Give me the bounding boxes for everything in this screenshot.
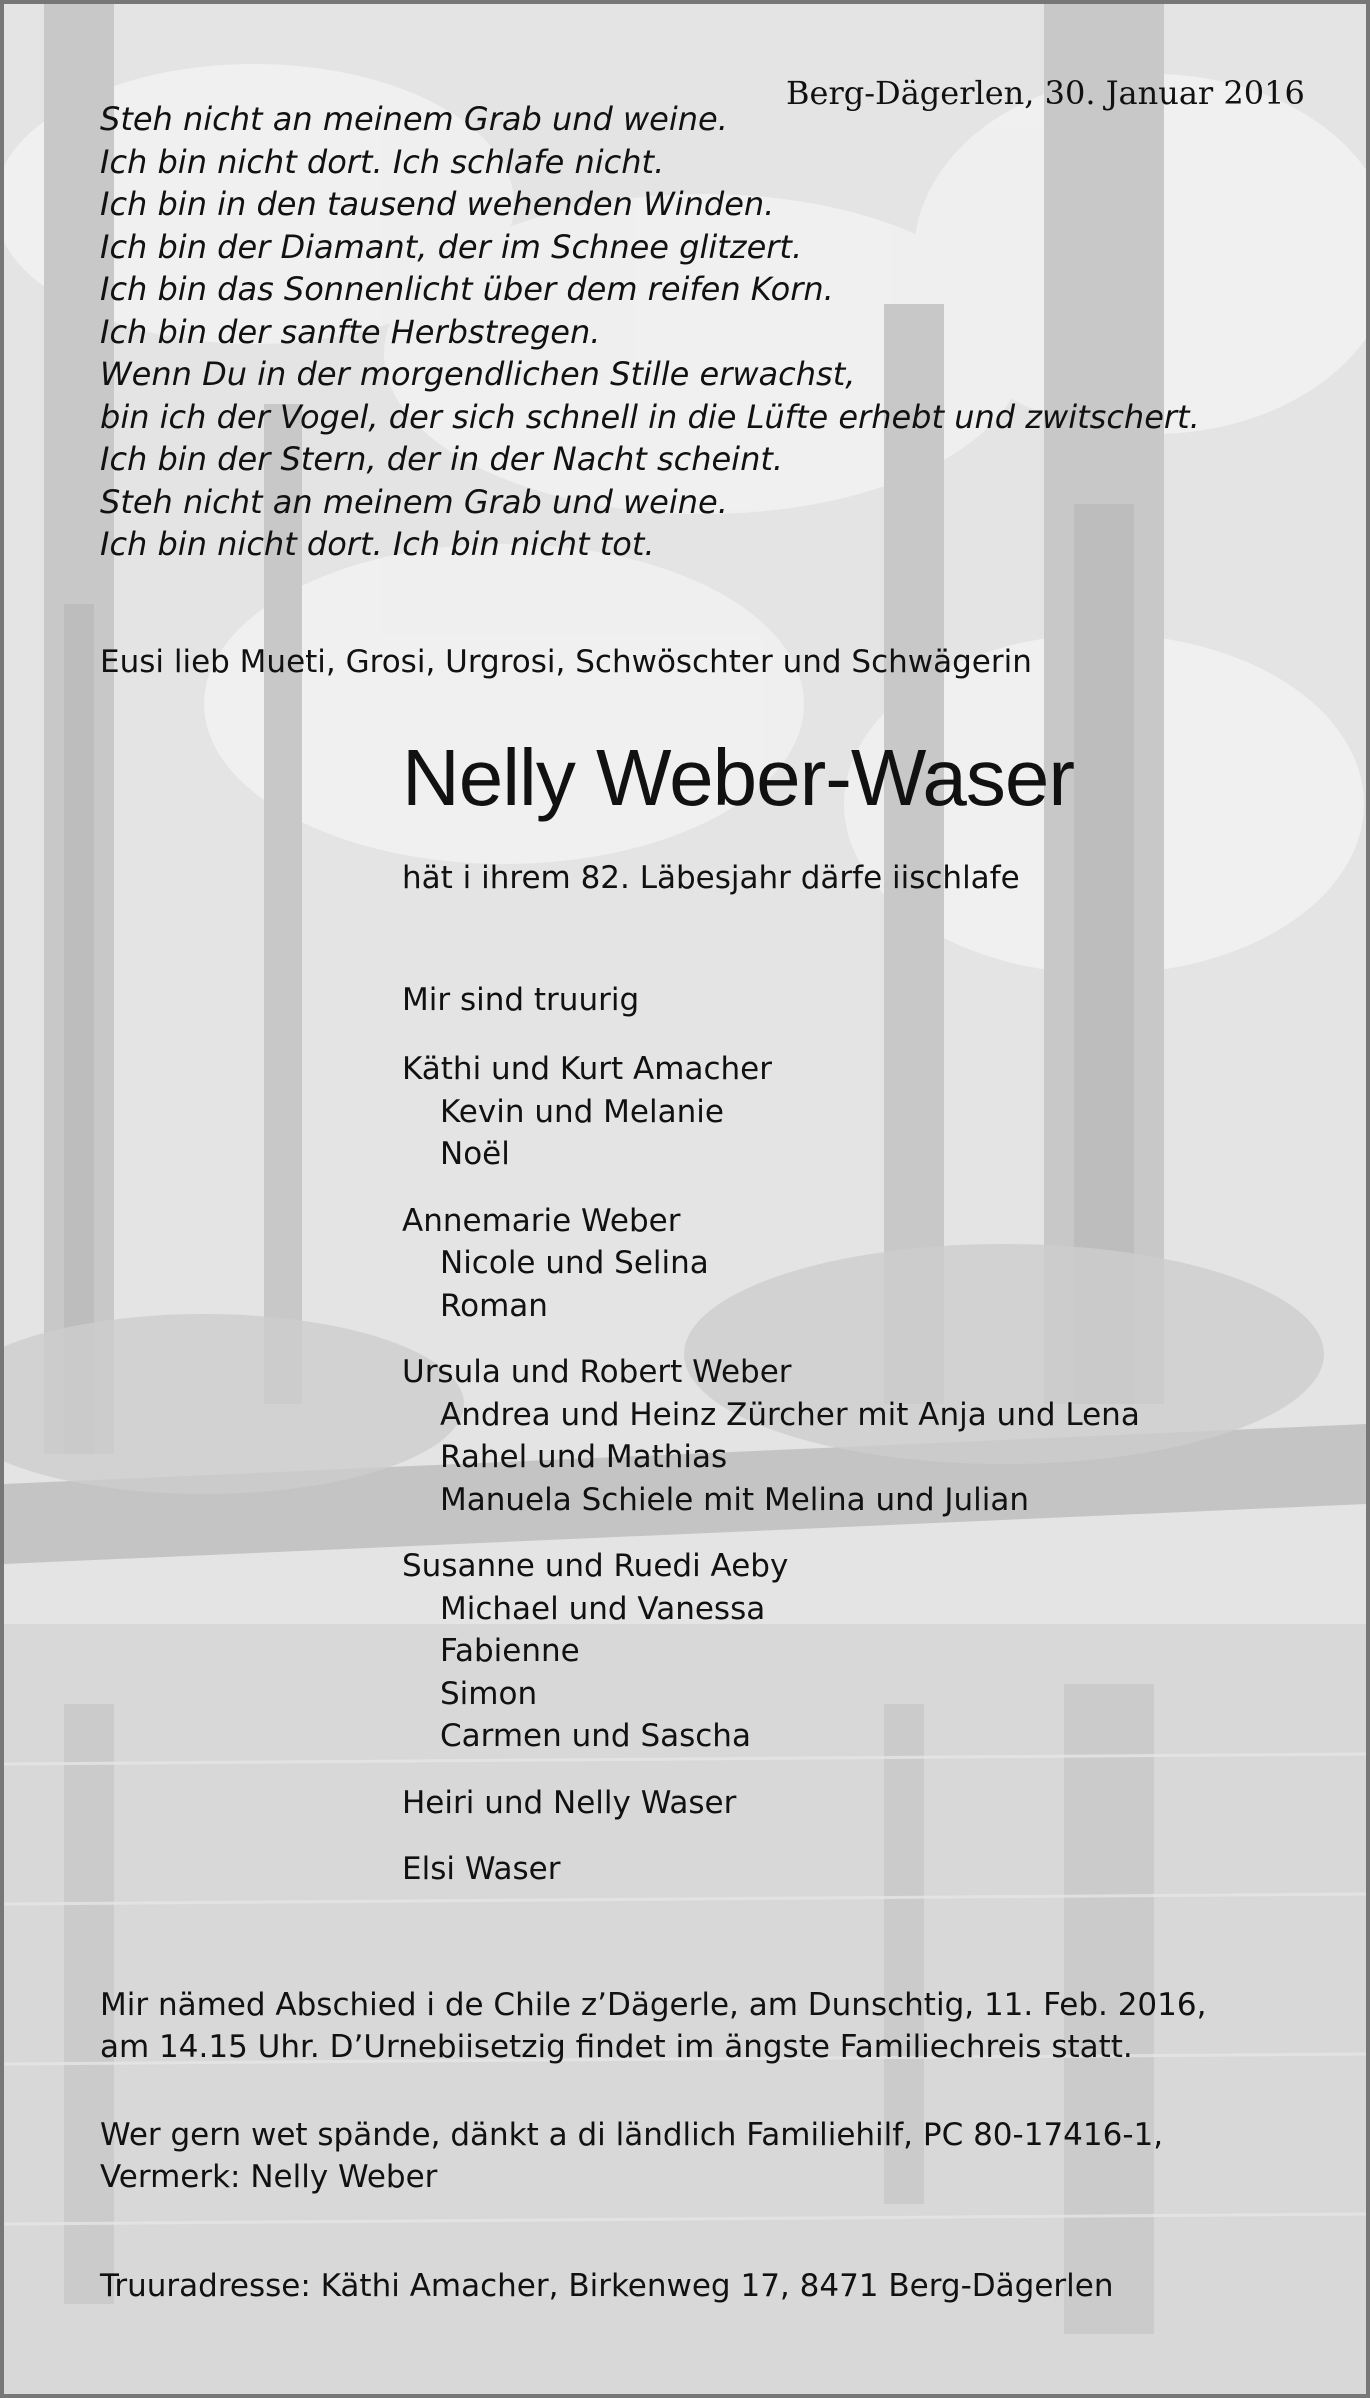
notice-date: Berg-Dägerlen, 30. Januar 2016 xyxy=(786,74,1305,112)
family-head: Elsi Waser xyxy=(402,1851,561,1887)
poem xyxy=(100,98,1200,566)
farewell-info xyxy=(100,1984,1206,2068)
poem-line: Ich bin der sanfte Herbstregen. xyxy=(100,312,601,351)
donation-line: Vermerk: Nelly Weber xyxy=(100,2159,438,2195)
family-head: Heiri und Nelly Waser xyxy=(402,1784,737,1821)
age-line: hät i ihrem 82. Läbesjahr därfe iischlafe xyxy=(402,860,1020,896)
family-member: Fabienne xyxy=(440,1633,580,1669)
family-group xyxy=(402,1848,1140,1891)
family-member: Michael und Vanessa xyxy=(440,1590,766,1627)
intro-line: Eusi lieb Mueti, Grosi, Urgrosi, Schwöschter und Schwägerin xyxy=(100,644,1032,680)
poem-line: Ich bin nicht dort. Ich schlafe nicht. xyxy=(100,142,665,181)
farewell-line: am 14.15 Uhr. D’Urnebiisetzig findet im ängste Familiechreis statt. xyxy=(100,2029,1133,2065)
family-group xyxy=(402,1048,1140,1176)
poem-line: Ich bin der Diamant, der im Schnee glitzert. xyxy=(100,227,803,266)
family-member: Kevin und Melanie xyxy=(440,1093,724,1130)
poem-line: Ich bin das Sonnenlicht über dem reifen Korn. xyxy=(100,270,834,308)
mourning-address: Truuradresse: Käthi Amacher, Birkenweg 17, 8471 Berg-Dägerlen xyxy=(100,2268,1114,2304)
family-member: Rahel und Mathias xyxy=(440,1439,728,1475)
family-head: Susanne und Ruedi Aeby xyxy=(402,1548,789,1584)
mourners-heading: Mir sind truurig xyxy=(402,982,640,1018)
poem-line: Ich bin nicht dort. Ich bin nicht tot. xyxy=(100,525,655,563)
deceased-name: Nelly Weber-Waser xyxy=(402,733,1075,822)
poem-line: Ich bin der Stern, der in der Nacht scheint. xyxy=(100,440,784,478)
mourners-list xyxy=(402,1048,1140,1915)
donation-line: Wer gern wet spände, dänkt a di ländlich Familiehilf, PC 80-17416-1, xyxy=(100,2117,1164,2153)
donation-info xyxy=(100,2114,1163,2198)
family-member: Noël xyxy=(440,1136,510,1172)
family-head: Annemarie Weber xyxy=(402,1202,681,1239)
farewell-line: Mir nämed Abschied i de Chile z’Dägerle, am Dunschtig, 11. Feb. 2016, xyxy=(100,1987,1207,2023)
family-member: Roman xyxy=(440,1287,548,1324)
family-group xyxy=(402,1351,1140,1521)
family-member: Nicole und Selina xyxy=(440,1245,709,1281)
family-head: Ursula und Robert Weber xyxy=(402,1354,792,1390)
family-member: Manuela Schiele mit Melina und Julian xyxy=(440,1481,1030,1518)
family-head: Käthi und Kurt Amacher xyxy=(402,1051,772,1087)
family-member: Simon xyxy=(440,1675,538,1712)
family-group xyxy=(402,1545,1140,1758)
family-member: Carmen und Sascha xyxy=(440,1718,751,1754)
poem-line: bin ich der Vogel, der sich schnell in die Lüfte erhebt und zwitschert. xyxy=(100,397,1200,436)
family-group xyxy=(402,1200,1140,1328)
poem-line: Ich bin in den tausend wehenden Winden. xyxy=(100,185,775,223)
poem-line: Steh nicht an meinem Grab und weine. xyxy=(100,482,728,521)
poem-line: Wenn Du in der morgendlichen Stille erwachst, xyxy=(100,355,856,393)
family-member: Andrea und Heinz Zürcher mit Anja und Lena xyxy=(440,1396,1140,1433)
family-group xyxy=(402,1782,1140,1825)
poem-line: Steh nicht an meinem Grab und weine. xyxy=(100,100,728,138)
